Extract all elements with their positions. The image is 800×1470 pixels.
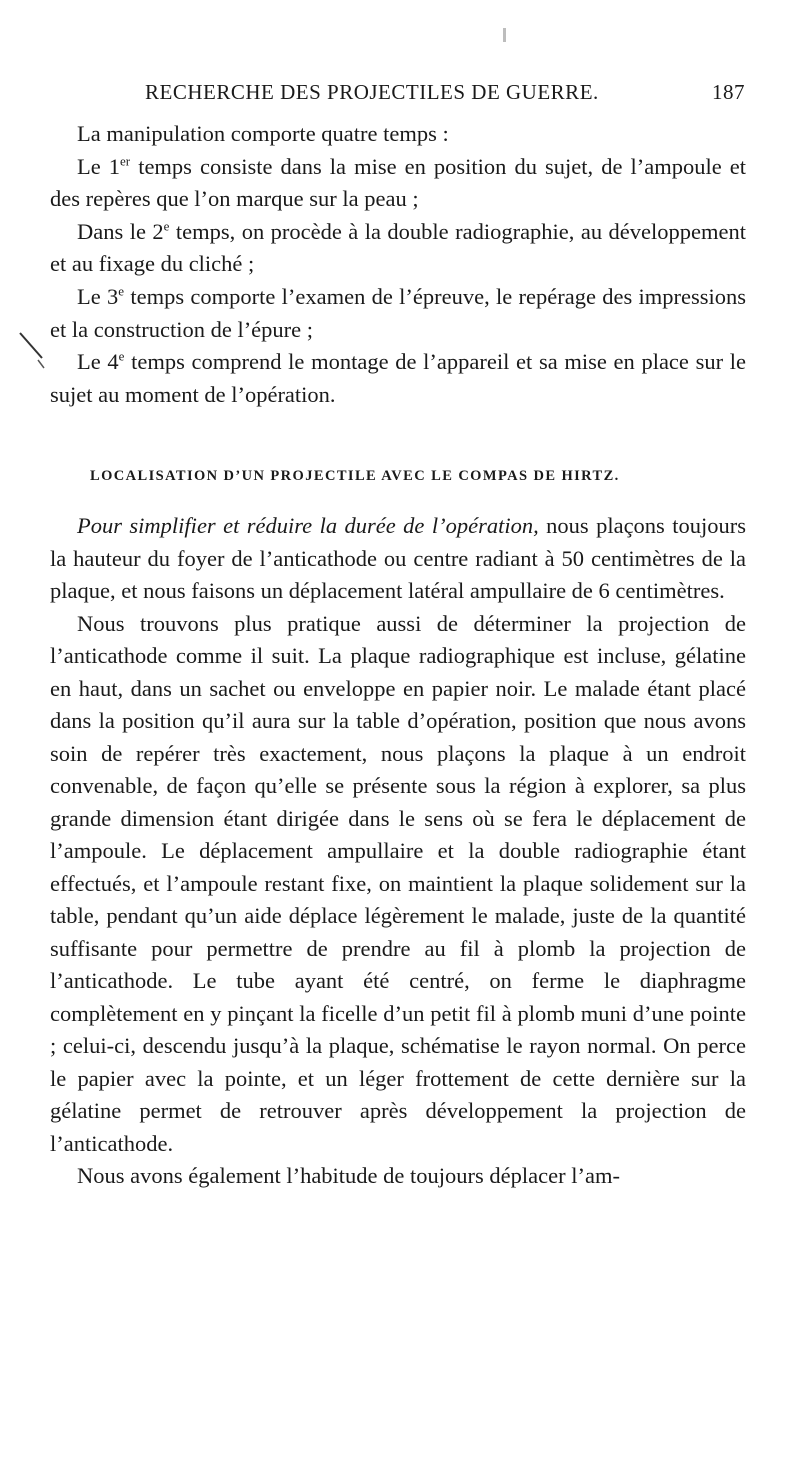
paragraph-1: Pour simplifier et réduire la durée de l’opération, nous plaçons toujours la hauteur du foyer de l’anticathode ou centre radiant à 50 centimètres de la plaque, et nous faisons un déplacement latéral ampullaire de 6 centimètres. xyxy=(50,513,746,603)
intro-text xyxy=(50,118,746,411)
step-4: Le 4e temps comprend le montage de l’appareil et sa mise en place sur le sujet au moment de l’opération. xyxy=(50,348,746,407)
step-3: Le 3e temps comporte l’examen de l’épreuve, le repérage des impressions et la construction de l’épure ; xyxy=(50,283,746,342)
margin-pencil-mark xyxy=(18,330,48,370)
paragraph-2: Nous trouvons plus pratique aussi de déterminer la projection de l’anticathode comme il suit. La plaque radiographique est incluse, gélatine en haut, dans un sachet ou enveloppe en papier noir. Le malade étant placé dans la position qu’il aura sur la table d’opération, position que nous avons soin de repérer très exactement, nous plaçons la plaque à un endroit convenable, de façon qu’elle se présente sous la région à explorer, sa plus grande dimension étant dirigée dans le sens où se fera le déplacement de l’ampoule. Le déplacement ampullaire et la double radiographie étant effectués, et l’ampoule restant fixe, on maintient la plaque solidement sur la table, pendant qu’un aide déplace légèrement le malade, juste de la quantité suffisante pour permettre de prendre au fil à plomb la projection de l’anticathode. Le tube ayant été centré, on ferme le diaphragme complètement en y pinçant la ficelle d’un petit fil à plomb muni d’une pointe ; celui-ci, descendu jusqu’à la plaque, schématise le rayon normal. On perce le papier avec la pointe, et un léger frottement de cette dernière sur la gélatine permet de retrouver après développement la projection de l’anticathode. xyxy=(50,610,746,1156)
section-title: LOCALISATION D’UN PROJECTILE AVEC LE COMPAS DE HIRTZ. xyxy=(90,468,620,484)
running-title: RECHERCHE DES PROJECTILES DE GUERRE. xyxy=(145,80,599,104)
intro-line: La manipulation comporte quatre temps : xyxy=(77,121,449,146)
section-text xyxy=(50,510,746,1193)
page-number: 187 xyxy=(712,80,745,104)
paragraph-3: Nous avons également l’habitude de toujours déplacer l’am- xyxy=(77,1163,620,1188)
italic-phrase: Pour simplifier et réduire la durée de l’opération, xyxy=(77,513,539,538)
step-2: Dans le 2e temps, on procède à la double radiographie, au développement et au fixage du cliché ; xyxy=(50,218,747,277)
step-1: Le 1er temps consiste dans la mise en position du sujet, de l’ampoule et des repères que l’on marque sur la peau ; xyxy=(50,153,746,212)
page-header xyxy=(145,80,745,110)
print-mark xyxy=(503,28,506,42)
